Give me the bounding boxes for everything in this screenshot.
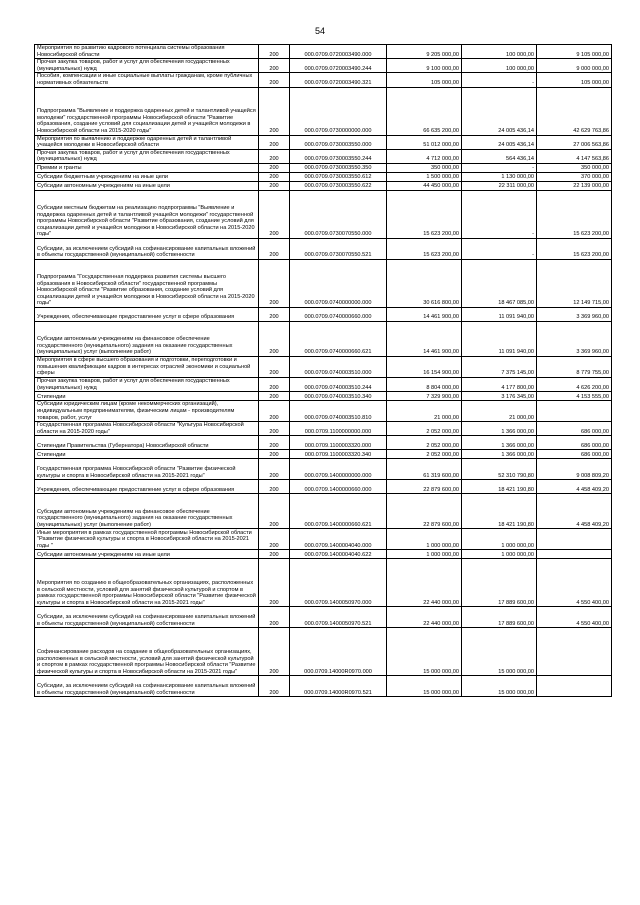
table-row — [35, 190, 612, 238]
row-classification-code-cell: 000.0709.0740000660.000 — [290, 307, 387, 321]
row-classification-code-cell: 000.0709.1100003320.000 — [290, 436, 387, 450]
row-dept-code-cell: 200 — [259, 163, 290, 172]
row-total-amount-cell: 15 000 000,00 — [387, 676, 462, 697]
row-amount-col2-cell: 370 000,00 — [537, 172, 612, 181]
table-row — [35, 181, 612, 190]
row-amount-col1-cell: 18 421 190,80 — [462, 494, 537, 529]
row-total-amount-cell: 15 623 200,00 — [387, 190, 462, 238]
row-name-cell: Субсидии, за исключением субсидий на софинансирование капитальных вложений в объекты государственной (муниципальной) собственности — [35, 676, 259, 697]
table-row — [35, 172, 612, 181]
row-amount-col1-cell: 21 000,00 — [462, 401, 537, 422]
row-total-amount-cell: 22 879 600,00 — [387, 494, 462, 529]
row-name-cell: Субсидии бюджетным учреждениям на иные цели — [35, 172, 259, 181]
row-amount-col2-cell: 42 629 763,86 — [537, 87, 612, 135]
row-amount-col2-cell: 3 369 960,00 — [537, 321, 612, 356]
row-name-cell: Субсидии автономным учреждениям на финансовое обеспечение государственного (муниципального) задания на оказание государственных (муниципальных) услуг (выполнение работ) — [35, 494, 259, 529]
row-total-amount-cell: 15 000 000,00 — [387, 628, 462, 676]
row-dept-code-cell: 200 — [259, 149, 290, 163]
row-name-cell: Прочая закупка товаров, работ и услуг для обеспечения государственных (муниципальных) нужд — [35, 377, 259, 391]
row-name-cell: Прочая закупка товаров, работ и услуг для обеспечения государственных (муниципальных) нужд — [35, 149, 259, 163]
row-name-cell: Государственная программа Новосибирской области "Развитие физической культуры и спорта в Новосибирской области на 2015-2021 годы" — [35, 459, 259, 480]
row-dept-code-cell: 200 — [259, 307, 290, 321]
row-name-cell: Прочая закупка товаров, работ и услуг для обеспечения государственных (муниципальных) нужд — [35, 59, 259, 73]
row-amount-col2-cell: 9 105 000,00 — [537, 45, 612, 59]
row-dept-code-cell: 200 — [259, 377, 290, 391]
table-row — [35, 73, 612, 87]
row-total-amount-cell: 1 000 000,00 — [387, 529, 462, 550]
row-total-amount-cell: 22 440 000,00 — [387, 607, 462, 628]
row-name-cell: Подпрограмма "Выявление и поддержка одаренных детей и талантливой учащейся молодежи" государственной программы Новосибирской области "Развитие образования, создание условий для социализации детей и учащейся молодежи в Новосибирской области на 2015-2020 годы" — [35, 87, 259, 135]
row-total-amount-cell: 7 329 900,00 — [387, 392, 462, 401]
row-name-cell: Подпрограмма "Государственная поддержка развития системы высшего образования в Новосибирской области" государственной программы Новосибирской области "Развитие образования, создание условий для социализации детей и учащейся молодежи в Новосибирской области на 2015-2020 годы" — [35, 259, 259, 307]
row-amount-col1-cell: 24 005 436,14 — [462, 87, 537, 135]
row-amount-col1-cell: 1 366 000,00 — [462, 436, 537, 450]
row-classification-code-cell: 000.0709.14000R0970.000 — [290, 628, 387, 676]
row-classification-code-cell: 000.0709.0730003550.350 — [290, 163, 387, 172]
table-row — [35, 559, 612, 607]
row-name-cell: Государственная программа Новосибирской области "Культура Новосибирской области на 2015-2020 годы" — [35, 422, 259, 436]
row-total-amount-cell: 14 461 900,00 — [387, 307, 462, 321]
row-name-cell: Субсидии юридическим лицам (кроме некоммерческих организаций), индивидуальным предпринимателям, физическим лицам - производителям товаров, работ, услуг — [35, 401, 259, 422]
row-dept-code-cell: 200 — [259, 480, 290, 494]
row-amount-col2-cell: 12 149 715,00 — [537, 259, 612, 307]
row-name-cell: Субсидии автономным учреждениям на финансовое обеспечение государственного (муниципального) задания на оказание государственных (муниципальных) услуг (выполнение работ) — [35, 321, 259, 356]
table-row — [35, 238, 612, 259]
row-total-amount-cell: 15 623 200,00 — [387, 238, 462, 259]
table-row — [35, 607, 612, 628]
row-amount-col1-cell: 4 177 800,00 — [462, 377, 537, 391]
row-dept-code-cell: 200 — [259, 356, 290, 377]
row-amount-col2-cell: 686 000,00 — [537, 422, 612, 436]
row-amount-col1-cell: - — [462, 238, 537, 259]
row-amount-col1-cell: 1 366 000,00 — [462, 422, 537, 436]
row-dept-code-cell: 200 — [259, 73, 290, 87]
row-total-amount-cell: 21 000,00 — [387, 401, 462, 422]
row-amount-col1-cell: 15 000 000,00 — [462, 628, 537, 676]
row-name-cell: Софинансирование расходов на создание в общеобразовательных организациях, расположенных в сельской местности, условий для занятий физической культурой и спортом в рамках государственной программы Новосибирской области "Развитие физической культуры и спорта в Новосибирской области на 2015-2021 годы" — [35, 628, 259, 676]
row-classification-code-cell: 000.0709.14000R0970.521 — [290, 676, 387, 697]
row-total-amount-cell: 9 100 000,00 — [387, 59, 462, 73]
row-total-amount-cell: 8 804 000,00 — [387, 377, 462, 391]
row-dept-code-cell: 200 — [259, 59, 290, 73]
row-amount-col2-cell: 4 626 200,00 — [537, 377, 612, 391]
row-amount-col1-cell: 22 311 000,00 — [462, 181, 537, 190]
row-name-cell: Субсидии, за исключением субсидий на софинансирование капитальных вложений в объекты государственной (муниципальной) собственности — [35, 238, 259, 259]
row-dept-code-cell: 200 — [259, 422, 290, 436]
row-classification-code-cell: 000.0709.0730070550.000 — [290, 190, 387, 238]
row-dept-code-cell: 200 — [259, 529, 290, 550]
row-dept-code-cell: 200 — [259, 494, 290, 529]
row-amount-col2-cell: 686 000,00 — [537, 436, 612, 450]
row-amount-col1-cell: 564 436,14 — [462, 149, 537, 163]
row-dept-code-cell: 200 — [259, 559, 290, 607]
row-amount-col2-cell: 3 369 960,00 — [537, 307, 612, 321]
row-amount-col1-cell: - — [462, 163, 537, 172]
table-row — [35, 135, 612, 149]
row-dept-code-cell: 200 — [259, 238, 290, 259]
row-total-amount-cell: 105 000,00 — [387, 73, 462, 87]
row-amount-col1-cell: 52 310 790,80 — [462, 459, 537, 480]
row-name-cell: Субсидии местным бюджетам на реализацию подпрограммы "Выявление и поддержка одаренных детей и талантливой учащейся молодежи" государственной программы Новосибирской области "Развитие образования, создание условий для социализации детей и учащейся молодежи в Новосибирской области на 2015-2020 годы" — [35, 190, 259, 238]
row-dept-code-cell: 200 — [259, 259, 290, 307]
table-row — [35, 321, 612, 356]
row-dept-code-cell: 200 — [259, 45, 290, 59]
table-row — [35, 392, 612, 401]
row-amount-col2-cell: 350 000,00 — [537, 163, 612, 172]
row-dept-code-cell: 200 — [259, 628, 290, 676]
row-dept-code-cell: 200 — [259, 181, 290, 190]
row-classification-code-cell: 000.0709.1400000660.000 — [290, 480, 387, 494]
row-name-cell: Субсидии автономным учреждениям на иные цели — [35, 550, 259, 559]
row-name-cell: Субсидии, за исключением субсидий на софинансирование капитальных вложений в объекты государственной (муниципальной) собственности — [35, 607, 259, 628]
row-name-cell: Премии и гранты — [35, 163, 259, 172]
row-name-cell: Мероприятия по выявлению и поддержке одаренных детей и талантливой учащейся молодежи в Новосибирской области — [35, 135, 259, 149]
row-amount-col2-cell: 22 139 000,00 — [537, 181, 612, 190]
row-classification-code-cell: 000.0709.0720003490.321 — [290, 73, 387, 87]
table-row — [35, 163, 612, 172]
row-amount-col1-cell: 1 000 000,00 — [462, 550, 537, 559]
row-amount-col2-cell: 4 550 400,00 — [537, 559, 612, 607]
row-name-cell: Мероприятия в сфере высшего образования и подготовки, переподготовки и повышения квалификации кадров в интересах отраслей экономики и социальной сферы — [35, 356, 259, 377]
row-classification-code-cell: 000.0709.0720003490.000 — [290, 45, 387, 59]
row-classification-code-cell: 000.0709.1100000000.000 — [290, 422, 387, 436]
row-amount-col1-cell: 1 366 000,00 — [462, 450, 537, 459]
row-amount-col1-cell: 7 375 145,00 — [462, 356, 537, 377]
row-amount-col1-cell: 18 467 085,00 — [462, 259, 537, 307]
row-total-amount-cell: 1 500 000,00 — [387, 172, 462, 181]
row-classification-code-cell: 000.0709.1400004040.000 — [290, 529, 387, 550]
row-total-amount-cell: 2 052 000,00 — [387, 450, 462, 459]
row-amount-col1-cell: 100 000,00 — [462, 45, 537, 59]
row-amount-col2-cell: 105 000,00 — [537, 73, 612, 87]
row-classification-code-cell: 000.0709.0730003550.612 — [290, 172, 387, 181]
row-classification-code-cell: 000.0709.0730003550.000 — [290, 135, 387, 149]
row-name-cell: Учреждения, обеспечивающие предоставление услуг в сфере образования — [35, 480, 259, 494]
row-classification-code-cell: 000.0709.0730070550.521 — [290, 238, 387, 259]
table-row — [35, 87, 612, 135]
row-dept-code-cell: 200 — [259, 550, 290, 559]
row-classification-code-cell: 000.0709.1400004040.622 — [290, 550, 387, 559]
row-total-amount-cell: 1 000 000,00 — [387, 550, 462, 559]
row-amount-col2-cell: 27 006 563,86 — [537, 135, 612, 149]
row-dept-code-cell: 200 — [259, 135, 290, 149]
row-total-amount-cell: 66 635 200,00 — [387, 87, 462, 135]
row-amount-col1-cell: 24 005 436,14 — [462, 135, 537, 149]
budget-table — [34, 44, 612, 697]
row-amount-col2-cell: 4 153 555,00 — [537, 392, 612, 401]
row-amount-col1-cell: 15 000 000,00 — [462, 676, 537, 697]
row-classification-code-cell: 000.0709.0720003490.244 — [290, 59, 387, 73]
row-classification-code-cell: 000.0709.1400000660.621 — [290, 494, 387, 529]
row-dept-code-cell: 200 — [259, 392, 290, 401]
row-amount-col2-cell — [537, 550, 612, 559]
row-classification-code-cell: 000.0709.0730003550.244 — [290, 149, 387, 163]
row-amount-col2-cell — [537, 401, 612, 422]
table-row — [35, 529, 612, 550]
row-classification-code-cell: 000.0709.0730003550.622 — [290, 181, 387, 190]
row-name-cell: Иные мероприятия в рамках государственной программы Новосибирской области "Развитие физической культуры и спорта в Новосибирской области на 2015-2021 годы " — [35, 529, 259, 550]
row-amount-col2-cell: 4 550 400,00 — [537, 607, 612, 628]
row-total-amount-cell: 9 205 000,00 — [387, 45, 462, 59]
page-number: 54 — [314, 26, 325, 36]
row-name-cell: Учреждения, обеспечивающие предоставление услуг в сфере образования — [35, 307, 259, 321]
table-row — [35, 59, 612, 73]
row-name-cell: Стипендии Правительства (Губернатора) Новосибирской области — [35, 436, 259, 450]
row-amount-col2-cell: 686 000,00 — [537, 450, 612, 459]
row-classification-code-cell: 000.0709.1400050970.521 — [290, 607, 387, 628]
table-row — [35, 45, 612, 59]
row-classification-code-cell: 000.0709.1400050970.000 — [290, 559, 387, 607]
row-amount-col1-cell: 100 000,00 — [462, 59, 537, 73]
row-classification-code-cell: 000.0709.0740003510.340 — [290, 392, 387, 401]
row-total-amount-cell: 14 461 900,00 — [387, 321, 462, 356]
row-classification-code-cell: 000.0709.0740000000.000 — [290, 259, 387, 307]
row-classification-code-cell: 000.0709.0740003510.000 — [290, 356, 387, 377]
row-amount-col2-cell — [537, 676, 612, 697]
table-row — [35, 356, 612, 377]
table-row — [35, 149, 612, 163]
row-amount-col1-cell: 18 421 190,80 — [462, 480, 537, 494]
row-amount-col1-cell: 17 889 600,00 — [462, 559, 537, 607]
row-classification-code-cell: 000.0709.1400000000.000 — [290, 459, 387, 480]
row-total-amount-cell: 22 440 000,00 — [387, 559, 462, 607]
row-total-amount-cell: 30 616 800,00 — [387, 259, 462, 307]
row-dept-code-cell: 200 — [259, 172, 290, 181]
row-amount-col1-cell: 3 176 345,00 — [462, 392, 537, 401]
row-total-amount-cell: 61 319 600,00 — [387, 459, 462, 480]
row-dept-code-cell: 200 — [259, 450, 290, 459]
table-row — [35, 436, 612, 450]
row-total-amount-cell: 2 052 000,00 — [387, 436, 462, 450]
table-row — [35, 628, 612, 676]
row-amount-col1-cell: - — [462, 73, 537, 87]
row-name-cell: Субсидии автономным учреждениям на иные цели — [35, 181, 259, 190]
row-amount-col1-cell: - — [462, 190, 537, 238]
row-classification-code-cell: 000.0709.1100003320.340 — [290, 450, 387, 459]
table-row — [35, 550, 612, 559]
row-classification-code-cell: 000.0709.0740003510.244 — [290, 377, 387, 391]
row-amount-col2-cell: 4 458 409,20 — [537, 494, 612, 529]
row-amount-col2-cell — [537, 529, 612, 550]
row-amount-col2-cell — [537, 628, 612, 676]
row-amount-col2-cell: 9 008 809,20 — [537, 459, 612, 480]
row-dept-code-cell: 200 — [259, 321, 290, 356]
row-amount-col2-cell: 8 779 755,00 — [537, 356, 612, 377]
row-total-amount-cell: 44 450 000,00 — [387, 181, 462, 190]
row-dept-code-cell: 200 — [259, 459, 290, 480]
row-total-amount-cell: 350 000,00 — [387, 163, 462, 172]
row-dept-code-cell: 200 — [259, 401, 290, 422]
row-dept-code-cell: 200 — [259, 436, 290, 450]
table-row — [35, 259, 612, 307]
row-name-cell: Стипендии — [35, 392, 259, 401]
table-row — [35, 676, 612, 697]
row-dept-code-cell: 200 — [259, 607, 290, 628]
row-dept-code-cell: 200 — [259, 190, 290, 238]
row-total-amount-cell: 4 712 000,00 — [387, 149, 462, 163]
row-total-amount-cell: 16 154 900,00 — [387, 356, 462, 377]
row-total-amount-cell: 2 052 000,00 — [387, 422, 462, 436]
table-row — [35, 450, 612, 459]
row-total-amount-cell: 22 879 600,00 — [387, 480, 462, 494]
row-classification-code-cell: 000.0709.0740000660.621 — [290, 321, 387, 356]
row-total-amount-cell: 51 012 000,00 — [387, 135, 462, 149]
row-amount-col2-cell: 15 623 200,00 — [537, 190, 612, 238]
row-amount-col1-cell: 11 091 940,00 — [462, 307, 537, 321]
table-row — [35, 377, 612, 391]
table-row — [35, 494, 612, 529]
row-name-cell: Мероприятия по созданию в общеобразовательных организациях, расположенных в сельской местности, условий для занятий физической культурой и спортом в рамках государственной программы Новосибирской области "Развитие физической культуры и спорта в Новосибирской области на 2015-2021 годы" — [35, 559, 259, 607]
row-classification-code-cell: 000.0709.0740003510.810 — [290, 401, 387, 422]
row-name-cell: Мероприятия по развитию кадрового потенциала системы образования Новосибирской области — [35, 45, 259, 59]
row-amount-col2-cell: 15 623 200,00 — [537, 238, 612, 259]
table-row — [35, 422, 612, 436]
row-amount-col1-cell: 11 091 940,00 — [462, 321, 537, 356]
table-row — [35, 459, 612, 480]
row-dept-code-cell: 200 — [259, 87, 290, 135]
row-dept-code-cell: 200 — [259, 676, 290, 697]
table-row — [35, 401, 612, 422]
row-name-cell: Стипендии — [35, 450, 259, 459]
row-amount-col2-cell: 9 000 000,00 — [537, 59, 612, 73]
row-amount-col2-cell: 4 147 563,86 — [537, 149, 612, 163]
table-row — [35, 307, 612, 321]
row-amount-col2-cell: 4 458 409,20 — [537, 480, 612, 494]
row-amount-col1-cell: 1 000 000,00 — [462, 529, 537, 550]
row-amount-col1-cell: 17 889 600,00 — [462, 607, 537, 628]
row-classification-code-cell: 000.0709.0730000000.000 — [290, 87, 387, 135]
table-row — [35, 480, 612, 494]
row-name-cell: Пособия, компенсации и иные социальные выплаты гражданам, кроме публичных нормативных обязательств — [35, 73, 259, 87]
row-amount-col1-cell: 1 130 000,00 — [462, 172, 537, 181]
